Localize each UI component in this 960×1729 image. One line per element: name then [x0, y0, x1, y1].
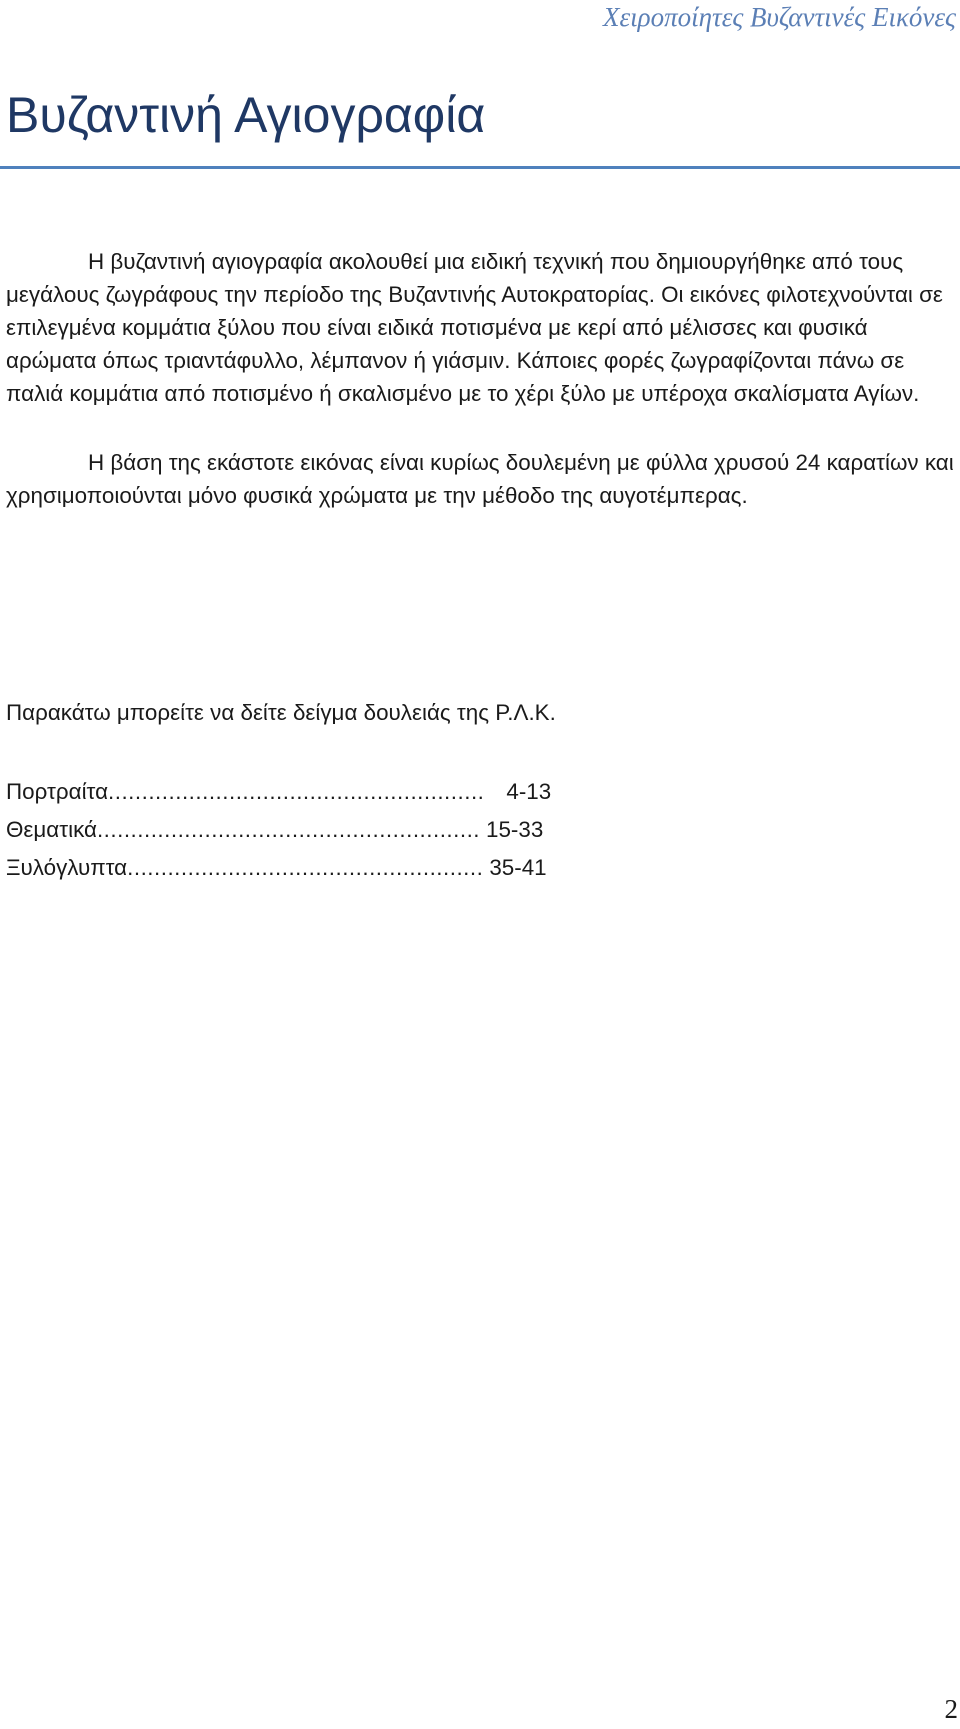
- toc-leader: .........................................................: [96, 817, 481, 842]
- toc-row-woodcarvings: [6, 849, 706, 887]
- toc-label: Ξυλόγλυπτα: [6, 855, 128, 880]
- running-header: Χειροποίητες Βυζαντινές Εικόνες: [603, 2, 956, 32]
- page-title: Βυζαντινή Αγιογραφία: [6, 87, 486, 143]
- toc-pages: 4-13: [506, 779, 552, 804]
- toc-pages: 15-33: [486, 817, 544, 842]
- body-paragraph-2: Η βάση της εκάστοτε εικόνας είναι κυρίως δουλεμένη με φύλλα χρυσού 24 καρατίων και χρησιμοποιούνται μόνο φυσικά χρώματα με την μέθοδο της αυγοτέμπερας.: [6, 450, 954, 508]
- toc-leader: .....................................................: [127, 855, 484, 880]
- title-divider: [0, 166, 960, 169]
- page-number: 2: [944, 1694, 958, 1724]
- table-of-contents: [6, 773, 706, 887]
- body-paragraph-1: Η βυζαντινή αγιογραφία ακολουθεί μια ειδική τεχνική που δημιουργήθηκε από τους μεγάλους ζωγράφους την περίοδο της Βυζαντινής Αυτοκρατορίας. Οι εικόνες φιλοτεχνούνται σε επιλεγμένα κομμάτια ξύλου που είναι ειδικά ποτισμένα με κερί από μέλισσες και φυσικά αρώματα όπως τριαντάφυλλο, λέμπανον ή γιάσμιν. Κάποιες φορές ζωγραφίζονται πάνω σε παλιά κομμάτια από ποτισμένο ή σκαλισμένο με το χέρι ξύλο με υπέροχα σκαλίσματα Αγίων.: [6, 249, 943, 406]
- toc-leader: ........................................................: [108, 779, 485, 804]
- intro-line: Παρακάτω μπορείτε να δείτε δείγμα δουλειάς της Ρ.Λ.Κ.: [6, 700, 556, 725]
- toc-label: Πορτραίτα: [6, 779, 109, 804]
- toc-row-portraits: [6, 773, 706, 811]
- toc-pages: 35-41: [489, 855, 547, 880]
- toc-row-thematic: [6, 811, 706, 849]
- toc-label: Θεματικά: [6, 817, 97, 842]
